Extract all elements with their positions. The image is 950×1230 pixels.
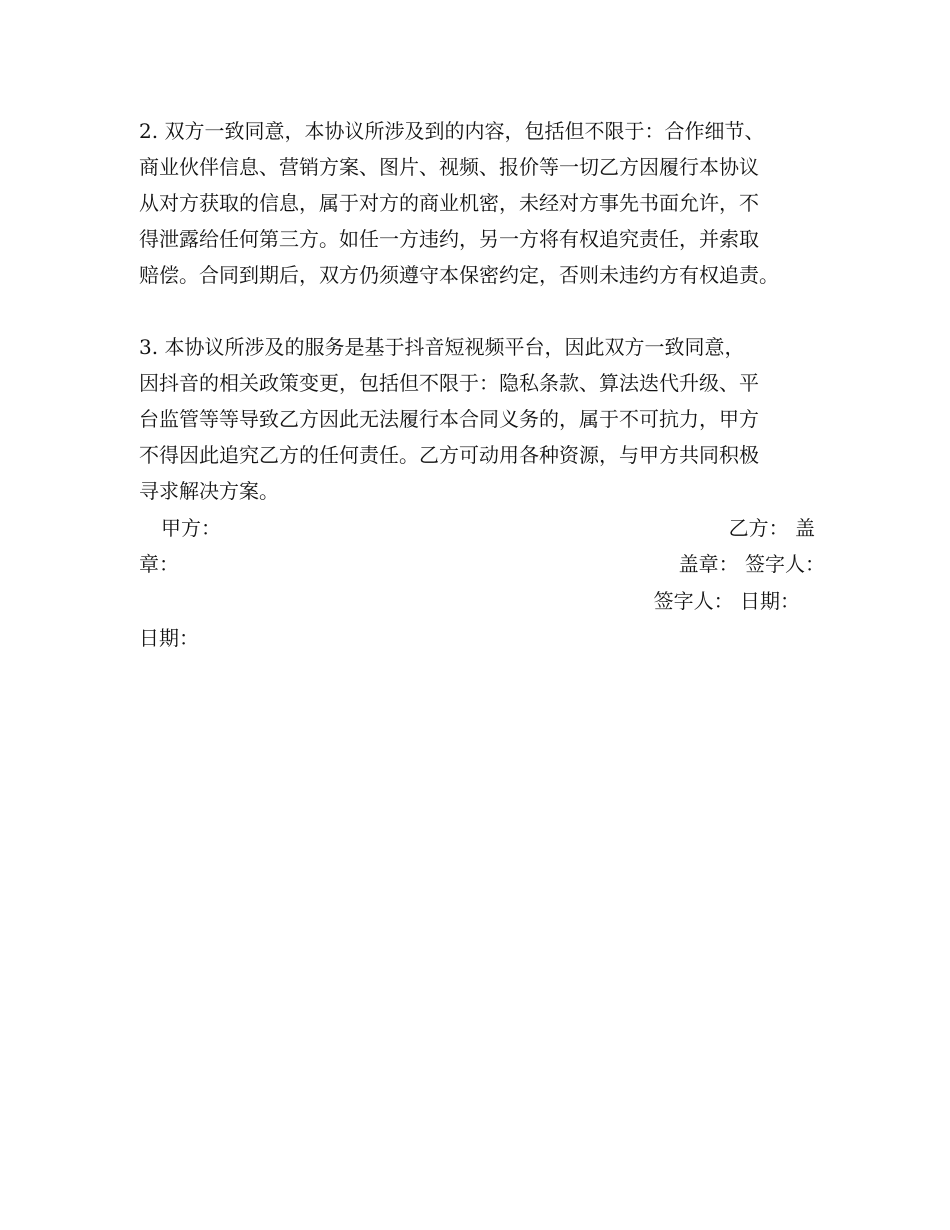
party-a-date: 日期：	[139, 626, 199, 650]
clause-3-line-3: 台监管等等导致乙方因此无法履行本合同义务的，属于不可抗力，甲方	[139, 407, 759, 431]
clause-3-line-4: 不得因此追究乙方的任何责任。乙方可动用各种资源，与甲方共同积极	[139, 443, 759, 467]
clause-3-line-2: 因抖音的相关政策变更，包括但不限于：隐私条款、算法迭代升级、平	[139, 371, 759, 395]
clause-2-line-3: 从对方获取的信息，属于对方的商业机密，未经对方事先书面允许，不	[139, 191, 759, 215]
clause-2-line-2: 商业伙伴信息、营销方案、图片、视频、报价等一切乙方因履行本协议	[139, 155, 759, 179]
clause-3-line-1: 3. 本协议所涉及的服务是基于抖音短视频平台，因此双方一致同意，	[139, 335, 745, 359]
party-b-stamp-signer: 盖章： 签字人：	[678, 552, 825, 576]
clause-2-line-1: 2. 双方一致同意，本协议所涉及到的内容，包括但不限于：合作细节、	[139, 119, 765, 143]
party-a-label: 甲方：	[161, 516, 221, 540]
clause-2-line-5: 赔偿。合同到期后，双方仍须遵守本保密约定，否则未违约方有权追责。	[139, 263, 779, 287]
clause-2-line-4: 得泄露给任何第三方。如任一方违约，另一方将有权追究责任，并索取	[139, 227, 759, 251]
party-b-label: 乙方： 盖	[728, 516, 815, 540]
party-a-stamp: 章：	[139, 552, 179, 576]
clause-3-line-5: 寻求解决方案。	[139, 479, 279, 503]
signer-date-row: 签字人： 日期：	[653, 589, 800, 613]
